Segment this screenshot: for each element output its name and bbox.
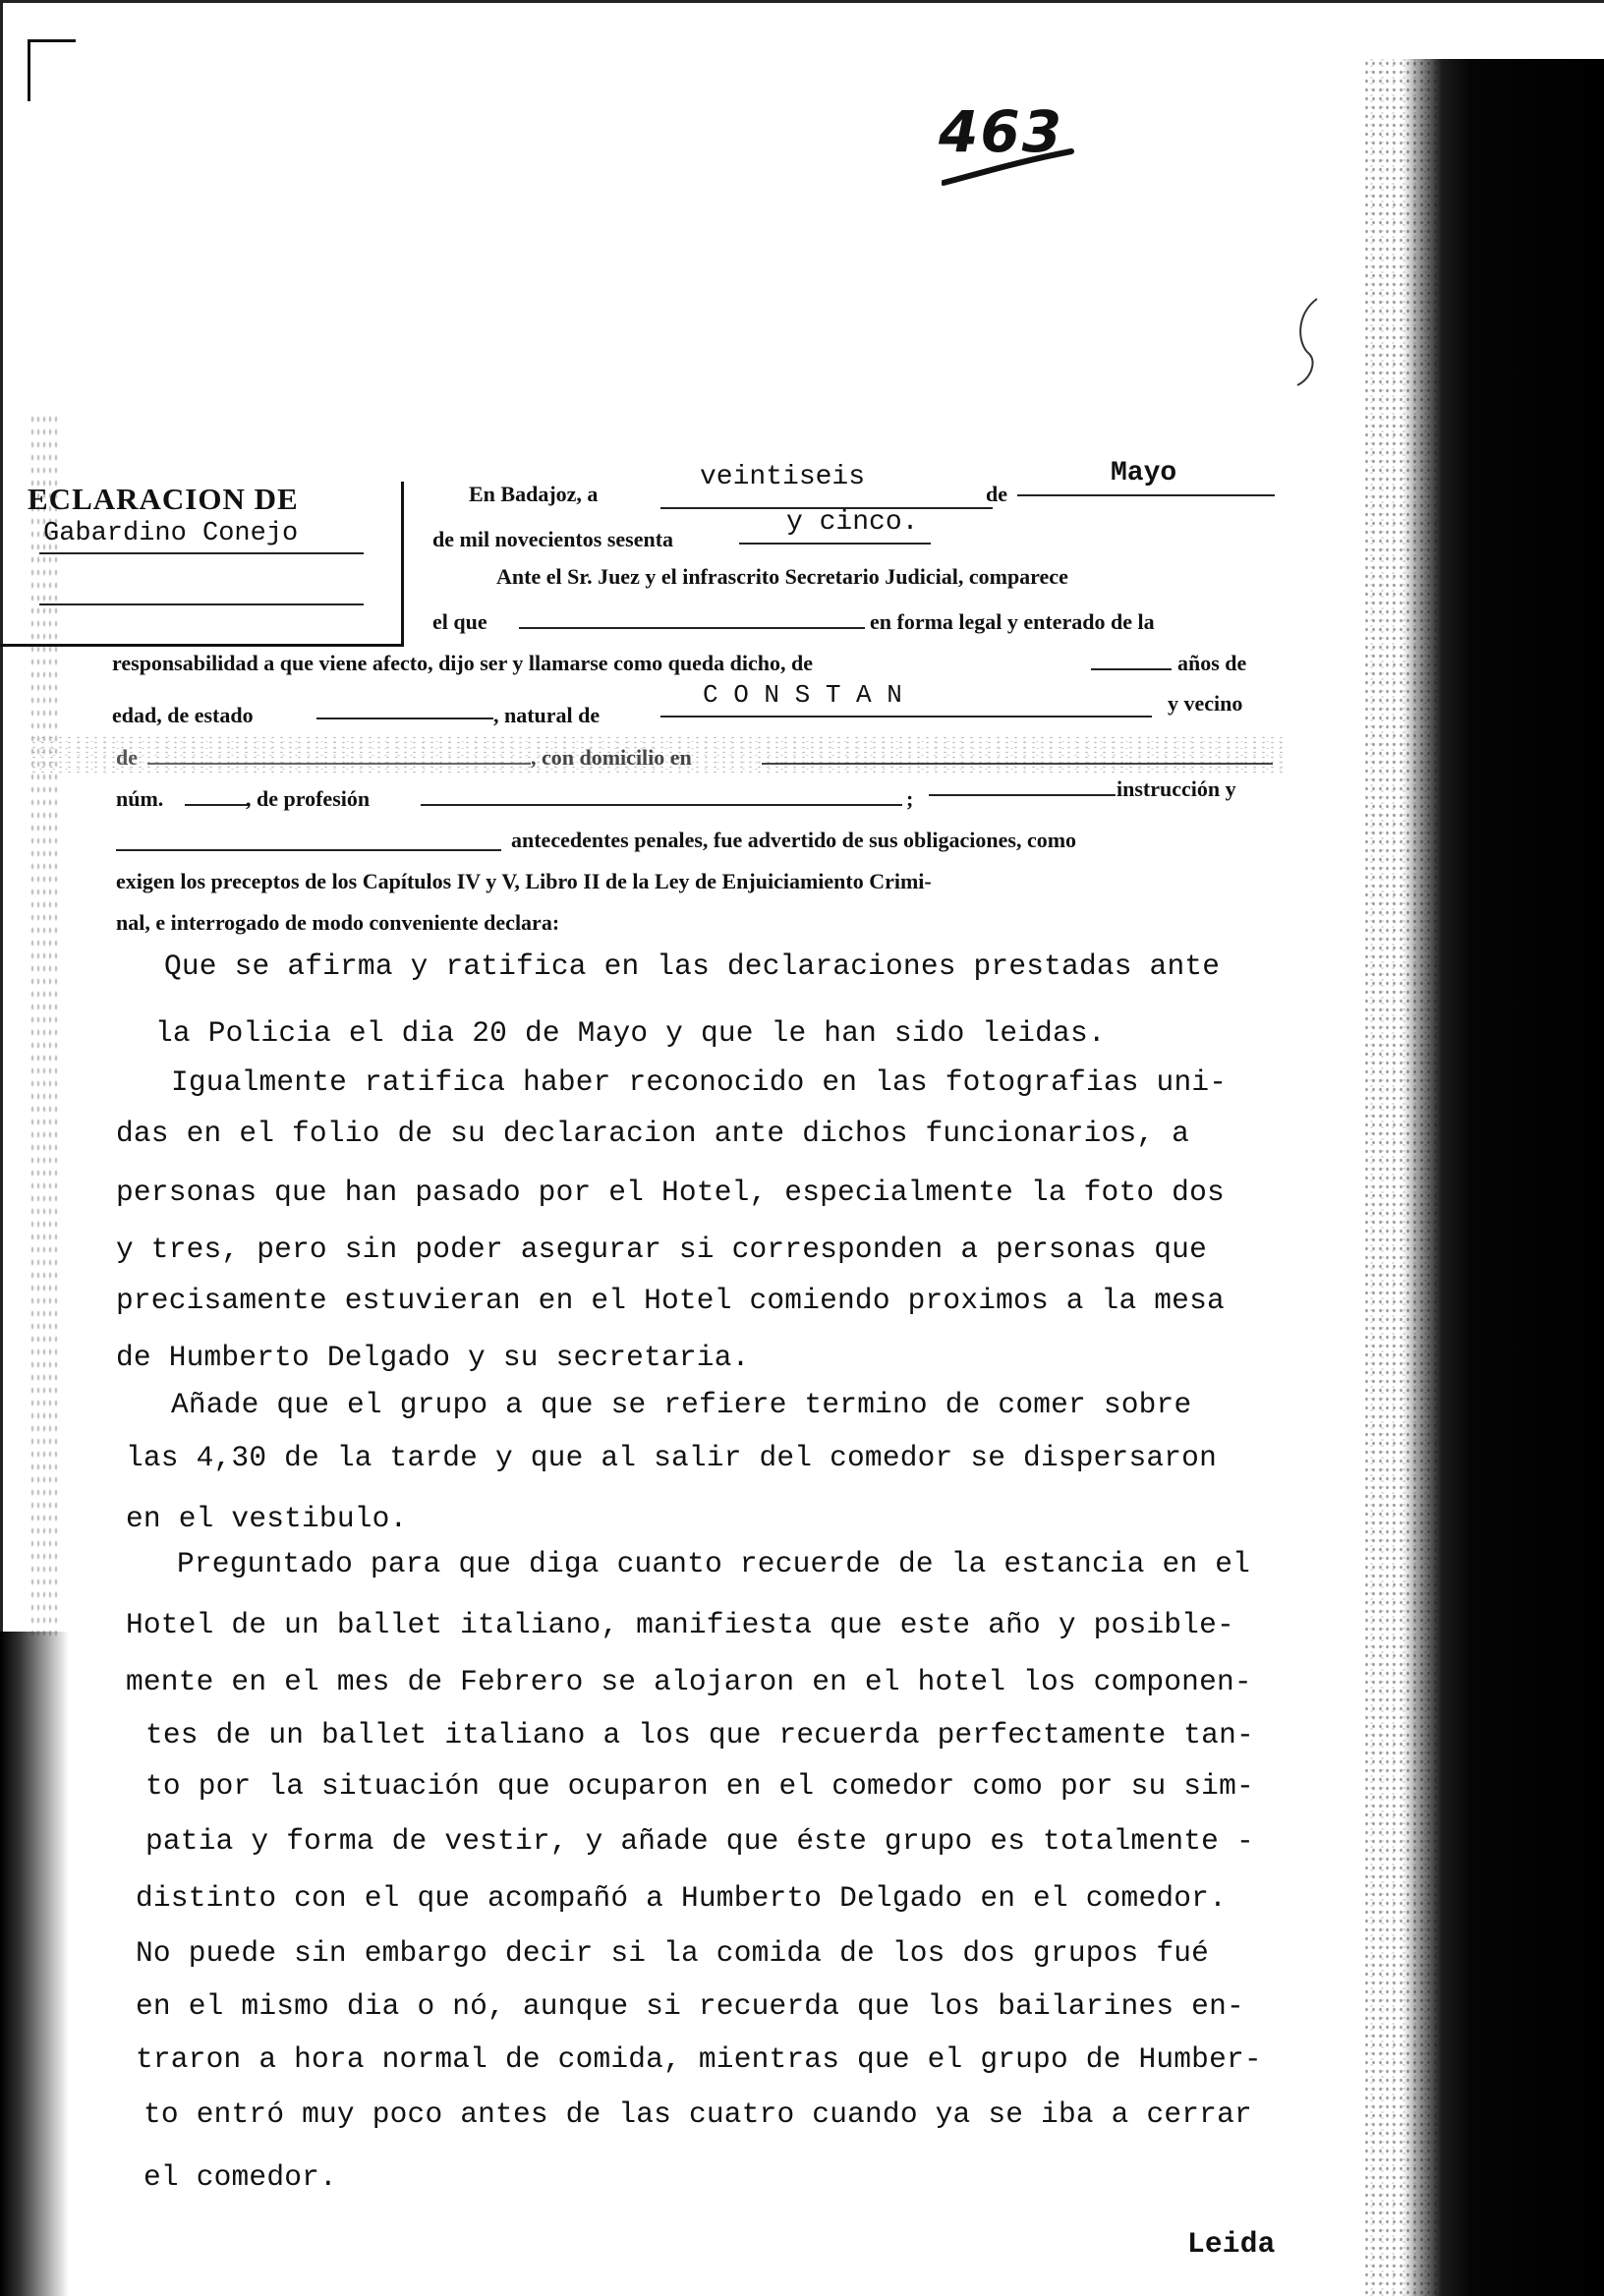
body-line: en el mismo dia o nó, aunque si recuerda que los bailarines en- xyxy=(136,1989,1244,2023)
form-el-que: el que xyxy=(432,609,487,634)
binding-shadow xyxy=(1403,59,1604,2296)
body-line: tes de un ballet italiano a los que recuerda perfectamente tan- xyxy=(145,1718,1254,1751)
form-rule xyxy=(929,794,1116,796)
body-line: traron a hora normal de comida, mientras que el grupo de Humber- xyxy=(136,2042,1262,2076)
body-line: patia y forma de vestir, y añade que éste grupo es totalmente - xyxy=(145,1824,1254,1858)
body-line: No puede sin embargo decir si la comida de los dos grupos fué xyxy=(136,1936,1210,1970)
scan-top-edge xyxy=(0,0,1604,13)
form-natural-value: C O N S T A N xyxy=(703,680,902,710)
body-line: y tres, pero sin poder asegurar si corresponden a personas que xyxy=(116,1233,1207,1266)
form-rule xyxy=(316,718,493,719)
form-rule xyxy=(519,627,865,629)
form-line-secretary: Ante el Sr. Juez y el infrascrito Secretario Judicial, comparece xyxy=(496,564,1068,589)
form-de-vecino: de xyxy=(116,745,138,770)
form-domicilio: , con domicilio en xyxy=(531,745,692,770)
body-line: Hotel de un ballet italiano, manifiesta que este año y posible- xyxy=(126,1608,1234,1641)
form-year-suffix: y cinco. xyxy=(786,507,919,538)
form-rule xyxy=(421,804,902,806)
form-declara: nal, e interrogado de modo conveniente declara: xyxy=(116,910,560,935)
body-line: las 4,30 de la tarde y que al salir del comedor se dispersaron xyxy=(126,1441,1217,1474)
footer-leida: Leida xyxy=(1187,2227,1276,2261)
form-rule xyxy=(762,763,1273,765)
form-semicolon: ; xyxy=(906,786,914,811)
form-num: núm. xyxy=(116,786,164,811)
scan-shadow-left xyxy=(0,1632,69,2296)
declarant-name: Gabardino Conejo xyxy=(43,519,299,548)
form-legal: en forma legal y enterado de la xyxy=(870,609,1155,634)
body-line: to por la situación que ocuparon en el comedor como por su sim- xyxy=(145,1769,1254,1803)
body-line: el comedor. xyxy=(143,2160,337,2194)
form-rule xyxy=(739,543,931,545)
form-rule xyxy=(185,804,250,806)
body-line: to entró muy poco antes de las cuatro cuando ya se iba a cerrar xyxy=(143,2097,1252,2131)
form-place: En Badajoz, a xyxy=(469,482,599,506)
form-month: Mayo xyxy=(1111,458,1177,488)
body-line: precisamente estuvieran en el Hotel comiendo proximos a la mesa xyxy=(116,1284,1225,1317)
body-line: distinto con el que acompañó a Humberto Delgado en el comedor. xyxy=(136,1881,1227,1915)
form-rule xyxy=(1017,494,1275,496)
header-title: ECLARACION DE xyxy=(28,482,299,516)
form-anos: años de xyxy=(1177,651,1247,675)
body-line: Añade que el grupo a que se refiere termino de comer sobre xyxy=(171,1388,1192,1421)
form-year-prefix: de mil novecientos sesenta xyxy=(432,527,674,551)
form-vecino: y vecino xyxy=(1168,691,1243,716)
form-rule xyxy=(116,849,501,851)
margin-mark xyxy=(1288,295,1327,388)
corner-mark xyxy=(28,39,76,101)
header-rule xyxy=(39,603,364,605)
form-rule xyxy=(660,716,1152,718)
body-line: das en el folio de su declaracion ante dichos funcionarios, a xyxy=(116,1117,1190,1150)
form-day: veintiseis xyxy=(700,462,866,492)
page-number: 463 xyxy=(939,98,1064,165)
body-line: en el vestibulo. xyxy=(126,1502,408,1535)
form-rule xyxy=(1091,668,1172,670)
body-line: Preguntado para que diga cuanto recuerde de la estancia en el xyxy=(177,1547,1251,1580)
form-profesion: , de profesión xyxy=(246,786,371,811)
form-rule xyxy=(147,763,531,765)
body-line: Igualmente ratifica haber reconocido en las fotografias uni- xyxy=(171,1065,1228,1099)
body-line: la Policia el dia 20 de Mayo y que le han sido leidas. xyxy=(155,1016,1106,1050)
body-line: personas que han pasado por el Hotel, especialmente la foto dos xyxy=(116,1176,1225,1209)
body-line: mente en el mes de Febrero se alojaron en el hotel los componen- xyxy=(126,1665,1252,1698)
form-instruccion: instrucción y xyxy=(1117,776,1236,801)
body-line: de Humberto Delgado y su secretaria. xyxy=(116,1341,750,1374)
form-estado: edad, de estado xyxy=(112,703,254,727)
form-preceptos: exigen los preceptos de los Capítulos IV y V, Libro II de la Ley de Enjuiciamiento Crimi- xyxy=(116,869,932,893)
form-antecedentes: antecedentes penales, fue advertido de sus obligaciones, como xyxy=(511,828,1077,852)
header-rule xyxy=(39,552,364,554)
form-natural: , natural de xyxy=(493,703,601,727)
form-responsabilidad: responsabilidad a que viene afecto, dijo ser y llamarse como queda dicho, de xyxy=(112,651,813,675)
form-de: de xyxy=(986,482,1007,506)
body-line: Que se afirma y ratifica en las declaraciones prestadas ante xyxy=(164,949,1221,983)
page-number-underline xyxy=(942,147,1074,187)
